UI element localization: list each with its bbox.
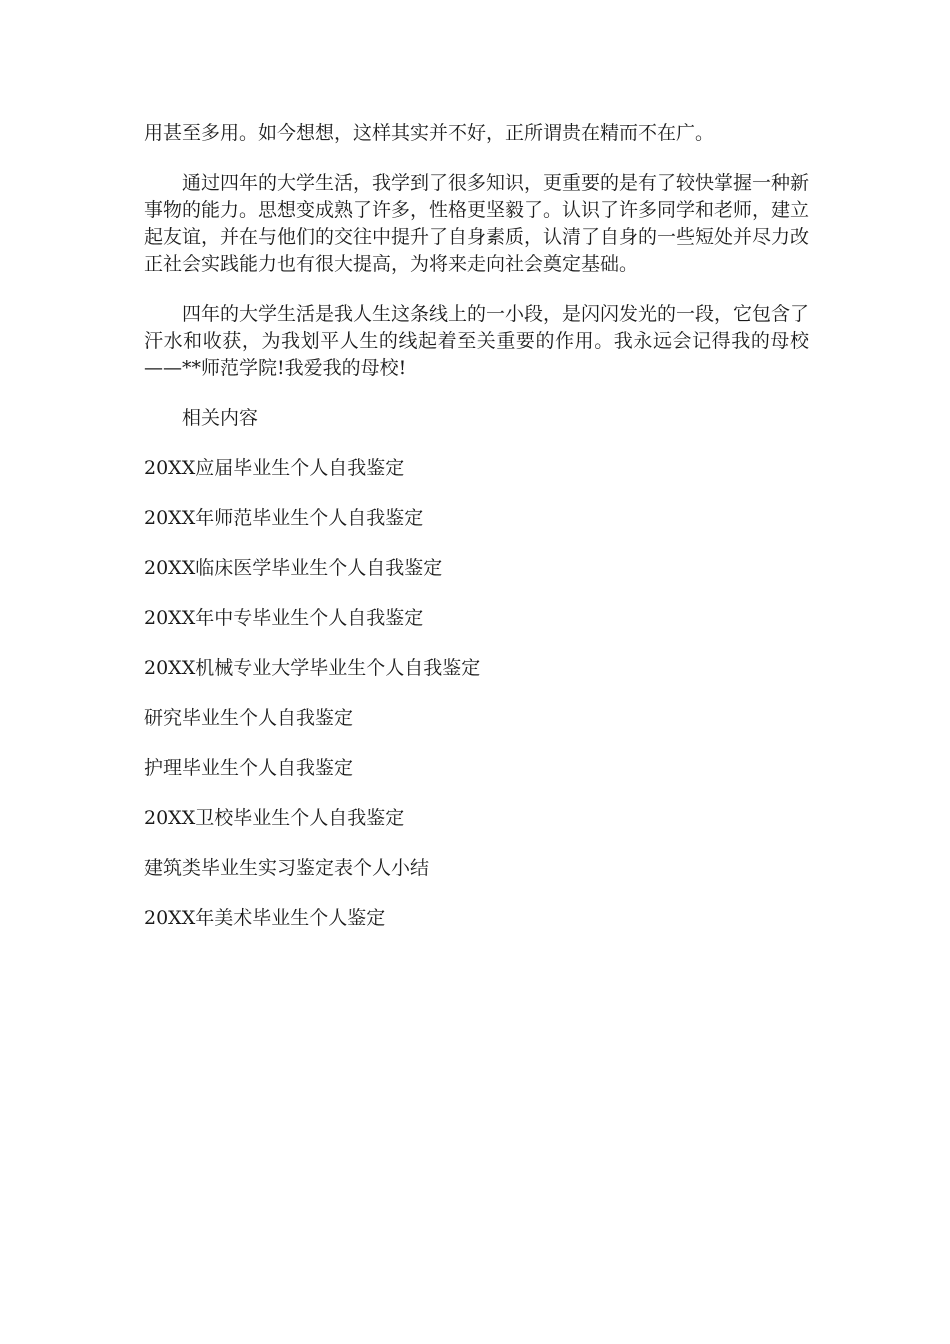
related-link[interactable]: 20XX临床医学毕业生个人自我鉴定 (144, 557, 443, 579)
paragraph-university-life: 通过四年的大学生活，我学到了很多知识，更重要的是有了较快掌握一种新事物的能力。思想变成熟了许多，性格更坚毅了。认识了许多同学和老师，建立起友谊，并在与他们的交往中提升了自身素质，认清了自身的一些短处并尽力改正社会实践能力也有很大提高，为将来走向社会奠定基础。 (144, 172, 810, 275)
paragraph-continuation: 用甚至多用。如今想想，这样其实并不好，正所谓贵在精而不在广。 (144, 122, 715, 144)
related-link[interactable]: 研究毕业生个人自我鉴定 (144, 707, 354, 729)
related-link[interactable]: 20XX应届毕业生个人自我鉴定 (144, 457, 405, 479)
related-content-list (144, 455, 809, 932)
related-link[interactable]: 建筑类毕业生实习鉴定表个人小结 (144, 857, 430, 879)
related-link[interactable]: 20XX机械专业大学毕业生个人自我鉴定 (144, 657, 481, 679)
related-link[interactable]: 护理毕业生个人自我鉴定 (144, 757, 354, 779)
related-link[interactable]: 20XX年美术毕业生个人鉴定 (144, 907, 386, 929)
document-body (144, 120, 809, 932)
related-link[interactable]: 20XX年师范毕业生个人自我鉴定 (144, 507, 424, 529)
related-content-heading: 相关内容 (182, 407, 259, 429)
paragraph-conclusion: 四年的大学生活是我人生这条线上的一小段，是闪闪发光的一段，它包含了汗水和收获，为我划平人生的线起着至关重要的作用。我永远会记得我的母校——**师范学院!我爱我的母校! (144, 303, 810, 379)
related-link[interactable]: 20XX年中专毕业生个人自我鉴定 (144, 607, 424, 629)
related-link[interactable]: 20XX卫校毕业生个人自我鉴定 (144, 807, 405, 829)
